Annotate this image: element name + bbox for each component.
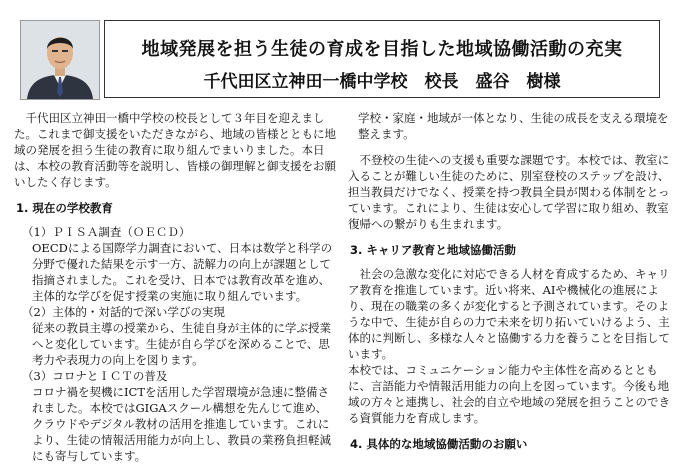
- section3-heading: 3. キャリア教育と地域協働活動: [350, 243, 516, 257]
- right-column: [348, 110, 672, 460]
- title-box: [104, 20, 660, 98]
- absence-support-paragraph: 不登校の生徒への支援も重要な課題です。本校では、教室に入ることが難しい生徒のために、別室登校のステップを設け、担当教員だけでなく、授業を持つ教員全員が関わる体制をとっています。これにより、生徒は安心して学習に取り組め、教室復帰への繋がりも生まれます。: [348, 153, 670, 231]
- section1-items: [14, 224, 338, 464]
- page-title: 地域発展を担う生徒の育成を目指した地域協働活動の充実: [141, 39, 623, 60]
- item2-body: 従来の教員主導の授業から、生徒自身が主体的に学ぶ授業へと変化しています。生徒が自ら学びを深めることで、思考力や表現力の向上を図ります。: [32, 321, 331, 367]
- left-column: [14, 110, 338, 464]
- item1-title: （1）ＰＩＳＡ調査（ＯＥＣＤ）: [22, 225, 191, 239]
- intro-paragraph: 千代田区立神田一橋中学校の校長として３年目を迎えました。これまで御支援をいただきながら、地域の皆様とともに地域の発展を担う生徒の教育に取り組んでまいりました。本日は、本校の教育活動等を説明し、皆様の御理解と御支援をお願いしたく存じます。: [14, 111, 336, 189]
- school-policy-paragraph: 本校では、コミュニケーション能力や主体性を高めるとともに、言語能力や情報活用能力の向上を図っています。今後も地域の方々と連携し、社会的自立や地域の発展を担うことのできる資質能力を育成します。: [348, 363, 670, 425]
- item3-body: コロナ禍を契機にICTを活用した学習環境が急速に整備されました。本校ではGIGAスクール構想を先んじて進め、クラウドやデジタル教材の活用を推進しています。これにより、生徒の情報活用能力が向上し、教員の業務負担軽減にも寄与しています。: [32, 385, 331, 463]
- principal-portrait-icon: [21, 21, 99, 99]
- continued-paragraph: 学校・家庭・地域が一体となり、生徒の成長を支える環境を整えます。: [358, 111, 669, 141]
- item2-title: （2）主体的・対話的で深い学びの実現: [22, 305, 225, 319]
- section4-heading: 4. 具体的な地域協働活動のお願い: [350, 437, 528, 451]
- page-subtitle: 千代田区立神田一橋中学校 校長 盛谷 樹様: [203, 72, 561, 92]
- item1-body: OECDによる国際学力調査において、日本は数学と科学の分野で優れた結果を示す一方、読解力の向上が課題として指摘されました。これを受け、日本では教育改革を進め、主体的な学びを促す授業の実施に取り組んでいます。: [32, 241, 333, 303]
- principal-photo: [20, 20, 100, 100]
- section1-heading: 1. 現在の学校教育: [16, 201, 113, 215]
- item3-title: （3）コロナとＩＣＴの普及: [22, 369, 168, 383]
- career-paragraph: 社会の急激な変化に対応できる人材を育成するため、キャリア教育を推進しています。近い将来、AIや機械化の進展により、現在の職業の多くが変化すると予測されています。そのような中で、生徒が自らの力で未来を切り拓いていけるよう、主体的に判断し、多様な人々と協働する力を養うことを目指しています。: [348, 267, 670, 361]
